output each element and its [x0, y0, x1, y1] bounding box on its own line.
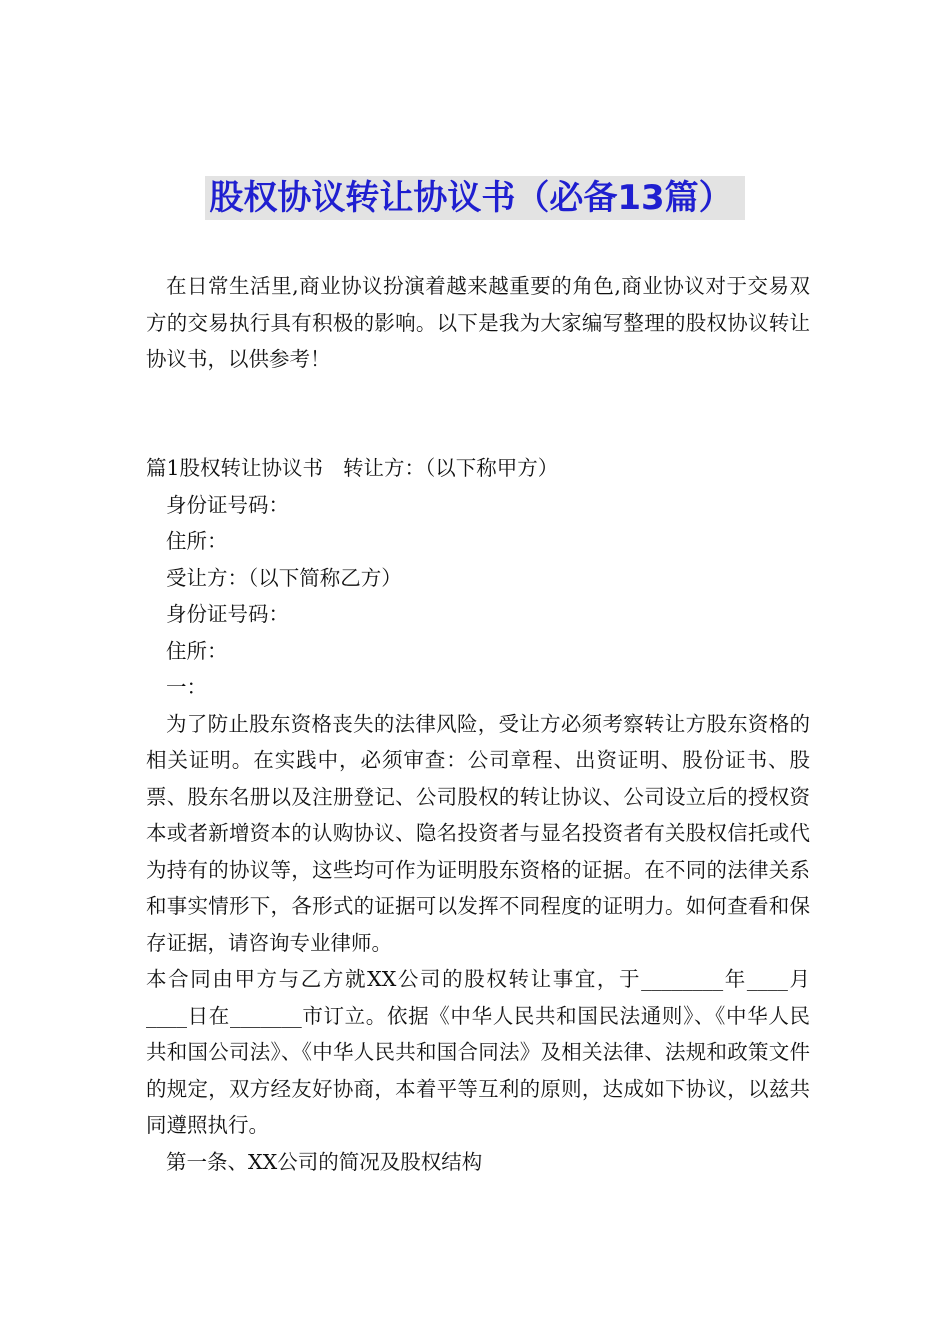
transferee-label: 受让方：（以下简称乙方）	[166, 565, 402, 590]
id-number-label-1: 身份证号码：	[166, 492, 289, 517]
section-heading-line	[146, 450, 810, 487]
contract-paragraph: 本合同由甲方与乙方就XX公司的股权转让事宜，于________年____月____日在_______市订立。依据《中华人民共和国民法通则》、《中华人民共和国公司法》、《中华人民共和国合同法》及相关法律、法规和政策文件的规定，双方经友好协商，本着平等互利的原则，达成如下协议，以兹共同遵照执行。	[146, 967, 810, 1137]
intro-paragraph: 在日常生活里,商业协议扮演着越来越重要的角色,商业协议对于交易双方的交易执行具有积极的影响。以下是我为大家编写整理的股权协议转让协议书，以供参考！	[146, 274, 810, 371]
transferor-label: 转让方：（以下称甲方）	[343, 456, 559, 480]
intro-section	[146, 268, 810, 378]
item-one-label: 一：	[166, 675, 207, 699]
section-1	[146, 450, 810, 1180]
risk-paragraph: 为了防止股东资格丧失的法律风险，受让方必须考察转让方股东资格的相关证明。在实践中，必须审查：公司章程、出资证明、股份证书、股票、股东名册以及注册登记、公司股权的转让协议、公司设立后的授权资本或者新增资本的认购协议、隐名投资者与显名投资者有关股权信托或代为持有的协议等，这些均可作为证明股东资格的证据。在不同的法律关系和事实情形下，各形式的证据可以发挥不同程度的证明力。如何查看和保存证据，请咨询专业律师。	[146, 711, 810, 955]
section-heading: 篇1股权转让协议书	[146, 456, 324, 480]
address-label-1: 住所：	[166, 529, 228, 553]
document-title: 股权协议转让协议书（必备13篇）	[205, 176, 744, 220]
title-container	[0, 176, 950, 220]
id-number-label-2: 身份证号码：	[166, 602, 289, 626]
address-label-2: 住所：	[166, 638, 228, 663]
article-1-heading: 第一条、XX公司的简况及股权结构	[166, 1149, 483, 1174]
